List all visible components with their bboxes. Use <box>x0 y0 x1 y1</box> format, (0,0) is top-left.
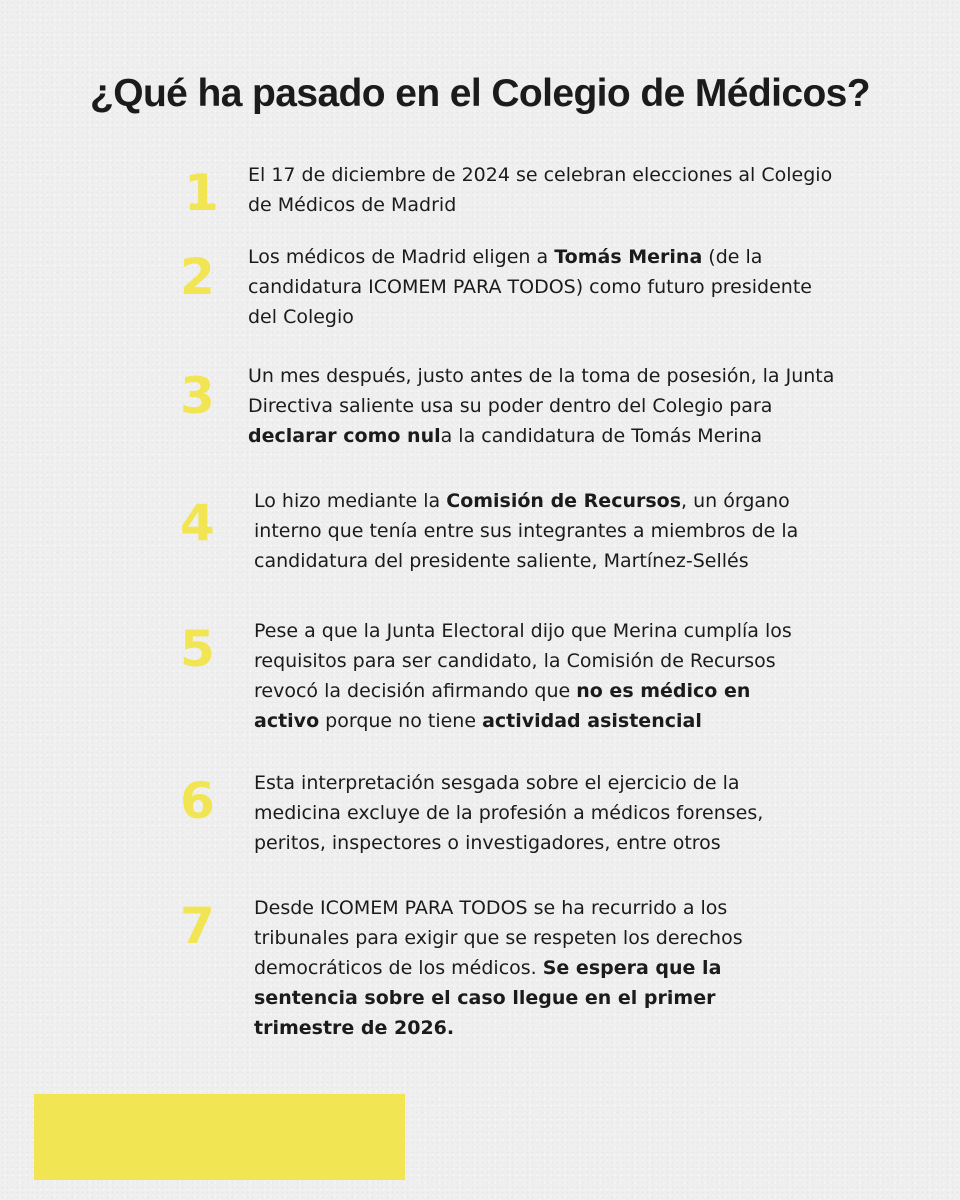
step-text-part: El 17 de diciembre de 2024 se celebran elecciones al Colegio de Médicos de Madrid <box>248 164 833 216</box>
step-5 <box>180 616 900 738</box>
step-2 <box>180 242 900 334</box>
step-text-part: Un mes después, justo antes de la toma de posesión, la Junta Directiva saliente usa su poder dentro del Colegio para <box>248 365 835 417</box>
step-text-part-bold: declarar como nul <box>248 425 441 447</box>
step-1 <box>180 160 900 230</box>
step-number: 1 <box>184 164 219 222</box>
step-text-part-bold: Comisión de Recursos <box>446 490 682 512</box>
accent-bar <box>34 1094 405 1180</box>
step-6 <box>180 768 900 860</box>
step-text-part: Los médicos de Madrid eligen a <box>248 246 555 268</box>
step-text <box>248 361 838 451</box>
step-number: 5 <box>180 620 215 678</box>
step-3 <box>180 361 900 453</box>
step-text-part: porque no tiene <box>319 710 483 732</box>
step-text <box>254 616 814 736</box>
step-number: 7 <box>180 897 215 955</box>
step-text-part-bold: Se espera que la sentencia sobre el caso llegue en el primer trimestre de 2026. <box>254 957 722 1039</box>
step-7 <box>180 893 900 1039</box>
step-text-part-bold: actividad asistencial <box>482 710 702 732</box>
step-number: 2 <box>180 248 215 306</box>
step-text-part: a la candidatura de Tomás Merina <box>440 425 763 447</box>
step-4 <box>180 486 900 578</box>
step-text-part: Desde ICOMEM PARA TODOS se ha recurrido a los tribunales para exigir que se respeten los derechos democráticos de los médicos. <box>254 897 743 979</box>
step-number: 6 <box>180 772 215 830</box>
step-text-part: Pese a que la Junta Electoral dijo que Merina cumplía los requisitos para ser candidato, la Comisión de Recursos revocó la decisión afirmando que <box>254 620 792 702</box>
step-text-part: , un órgano interno que tenía entre sus integrantes a miembros de la candidatura del presidente saliente, Martínez-Sellés <box>254 490 799 572</box>
step-text-part: (de la candidatura ICOMEM PARA TODOS) como futuro presidente del Colegio <box>248 246 812 328</box>
step-text-part: Lo hizo mediante la <box>254 490 447 512</box>
step-text-part-bold: Tomás Merina <box>554 246 703 268</box>
page-title: ¿Qué ha pasado en el Colegio de Médicos? <box>90 72 870 115</box>
step-text <box>254 486 814 576</box>
step-text <box>248 160 838 220</box>
step-number: 3 <box>180 367 215 425</box>
step-text <box>248 242 838 332</box>
step-number: 4 <box>180 494 215 552</box>
step-text <box>254 768 784 858</box>
step-text-part-bold: no es médico en activo <box>254 680 751 732</box>
step-text <box>254 893 814 1043</box>
step-text-part: Esta interpretación sesgada sobre el ejercicio de la medicina excluye de la profesión a médicos forenses, peritos, inspectores o investigadores, entre otros <box>254 772 764 854</box>
